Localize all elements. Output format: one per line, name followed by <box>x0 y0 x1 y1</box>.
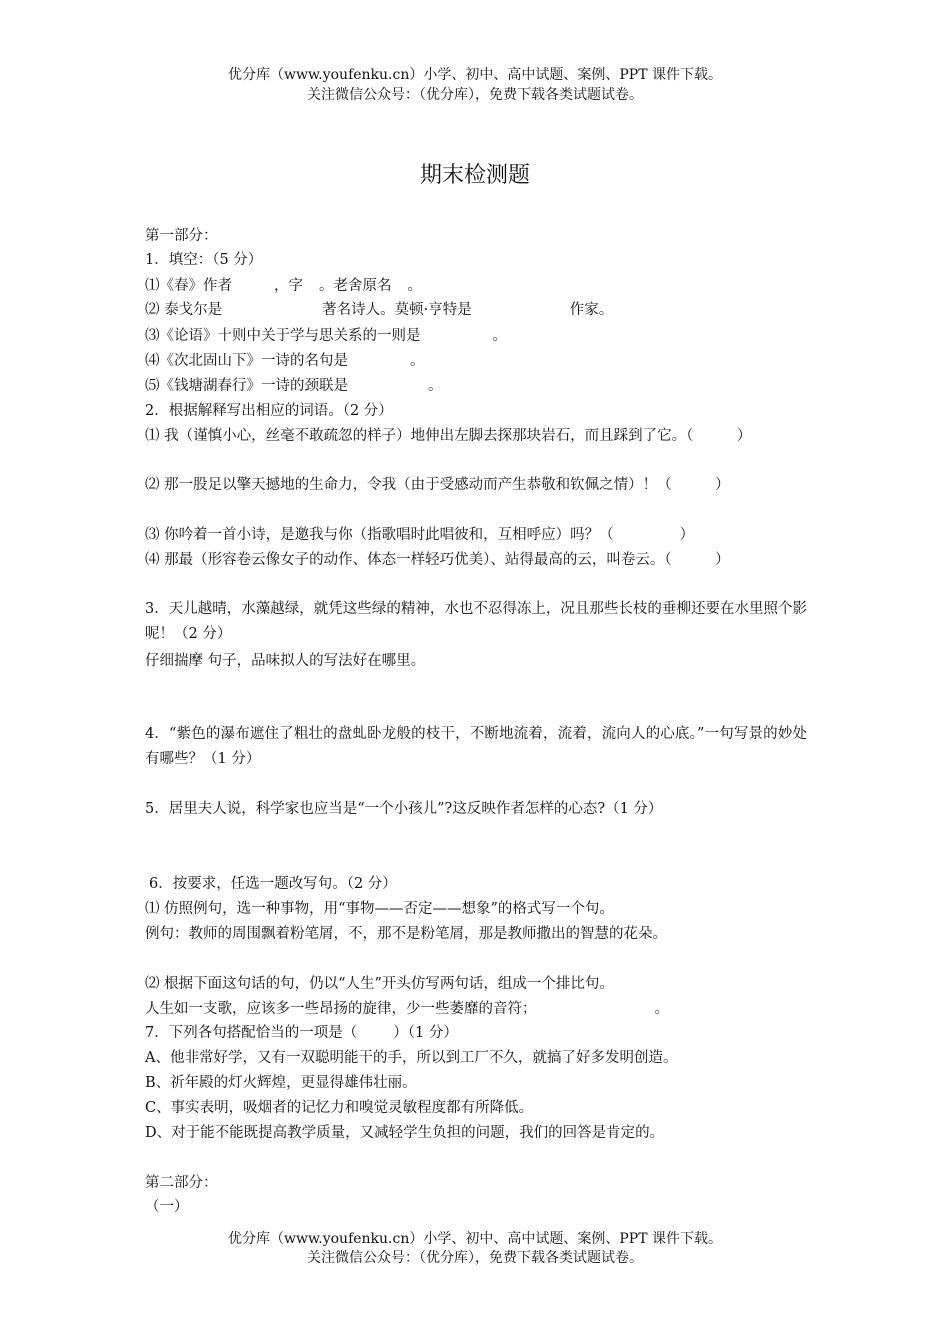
header-line-2: 关注微信公众号：（优分库），免费下载各类试题试卷。 <box>307 87 643 103</box>
q1-stem: 1．填空：（5 分） <box>145 252 263 268</box>
q1-item-1-d: 。 <box>407 278 422 294</box>
q7-stem-a: 7．下列各句搭配恰当的一项是（ <box>145 1025 358 1041</box>
q1-item-2-a: ⑵ 泰戈尔是 <box>145 302 223 318</box>
q1-item-5-a: ⑸《钱塘湖春行》一诗的颈联是 <box>145 378 348 394</box>
q1-item-1-b: ，字 <box>274 278 303 294</box>
footer-line-1: 优分库（www.youfenku.cn）小学、初中、高中试题、案例、PPT 课件下载。 <box>227 1231 722 1247</box>
q6-item-2-sentence-a: 人生如一支歌，应该多一些昂扬的旋律，少一些萎靡的音符； <box>145 1001 537 1017</box>
q2-item-2: ⑵ 那一股足以擎天撼地的生命力，令我（由于受感动而产生恭敬和钦佩之情）！（ ） <box>145 477 730 493</box>
part1-heading: 第一部分： <box>145 228 218 244</box>
q1-item-4-a: ⑷《次北固山下》一诗的名句是 <box>145 353 348 369</box>
footer-line-2: 关注微信公众号：（优分库），免费下载各类试题试卷。 <box>307 1250 643 1266</box>
q2-item-3 <box>145 525 694 545</box>
q1-item-4 <box>145 351 425 371</box>
q6-item-2: ⑵ 根据下面这句话的句，仍以“人生”开头仿写两句话，组成一个排比句。 <box>145 976 614 992</box>
q7-option-b: B、祈年殿的灯火辉煌，更显得雄伟壮丽。 <box>145 1075 417 1091</box>
q4: 4．“紫色的瀑布遮住了粗壮的盘虬卧龙般的枝干，不断地流着，流着，流向人的心底。”一句写景的妙处有哪些？（1 分） <box>145 726 807 767</box>
q6-item-2-sentence-b: 。 <box>654 1001 669 1017</box>
part2-heading: 第二部分： <box>145 1175 218 1191</box>
q3-ask: 仔细揣摩 句子，品味拟人的写法好在哪里。 <box>145 653 426 669</box>
q5: 5．居里夫人说，科学家也应当是“一个小孩儿”?这反映作者怎样的心态?（1 分） <box>145 801 663 817</box>
part2-sub: （一） <box>145 1199 189 1215</box>
q6-item-1: ⑴ 仿照例句，选一种事物，用“事物——否定——想象”的格式写一个句。 <box>145 901 614 917</box>
q1-item-3 <box>145 326 507 346</box>
q2-item-1: ⑴ 我（谨慎小心，丝毫不敢疏忽的样子）地伸出左脚去探那块岩石，而且踩到了它。（ ） <box>145 428 752 444</box>
q1-item-1 <box>145 276 422 296</box>
q7-stem-b: ）（1 分） <box>393 1025 458 1041</box>
q7-option-c: C、事实表明，吸烟者的记忆力和嗅觉灵敏程度都有所降低。 <box>145 1100 534 1116</box>
q6-item-2-sentence <box>145 999 669 1019</box>
q2-item-3-b: ） <box>679 527 695 543</box>
q1-item-2-c: 作家。 <box>569 302 614 318</box>
q1-item-3-b: 。 <box>492 328 507 344</box>
q1-item-1-a: ⑴《春》作者 <box>145 278 232 294</box>
q1-item-1-c: 。老舍原名 <box>319 278 392 294</box>
q7-option-a: A、他非常好学，又有一双聪明能干的手，所以到工厂不久，就搞了好多发明创造。 <box>145 1050 678 1066</box>
q1-item-5-b: 。 <box>428 378 443 394</box>
q7-stem <box>145 1023 458 1043</box>
q2-item-4: ⑷ 那最（形容卷云像女子的动作、体态一样轻巧优美）、站得最高的云，叫卷云。（ ） <box>145 552 730 568</box>
q1-item-4-b: 。 <box>410 353 425 369</box>
page-title: 期末检测题 <box>419 163 530 188</box>
q3-stem: 3．天儿越晴，水藻越绿，就凭这些绿的精神，水也不忍得冻上，况且那些长枝的垂柳还要在水里照个影呢！（2 分） <box>145 601 807 642</box>
q2-item-3-a: ⑶ 你吟着一首小诗，是邀我与你（指歌唱时此唱彼和，互相呼应）吗？（ <box>145 527 614 543</box>
q6-stem: 6．按要求，任选一题改写句。（2 分） <box>149 876 397 892</box>
q1-item-3-a: ⑶《论语》十则中关于学与思关系的一则是 <box>145 328 421 344</box>
q1-item-5 <box>145 376 443 396</box>
header-line-1: 优分库（www.youfenku.cn）小学、初中、高中试题、案例、PPT 课件下载。 <box>227 67 722 83</box>
q1-item-2 <box>145 300 613 320</box>
q1-item-2-b: 著名诗人。莫顿·亨特是 <box>322 302 472 318</box>
q7-option-d: D、对于能不能既提高教学质量，又减轻学生负担的问题，我们的回答是肯定的。 <box>145 1125 665 1141</box>
q6-example: 例句：教师的周围飘着粉笔屑，不，那不是粉笔屑，那是教师撒出的智慧的花朵。 <box>145 926 667 942</box>
q2-stem: 2．根据解释写出相应的词语。（2 分） <box>145 403 393 419</box>
